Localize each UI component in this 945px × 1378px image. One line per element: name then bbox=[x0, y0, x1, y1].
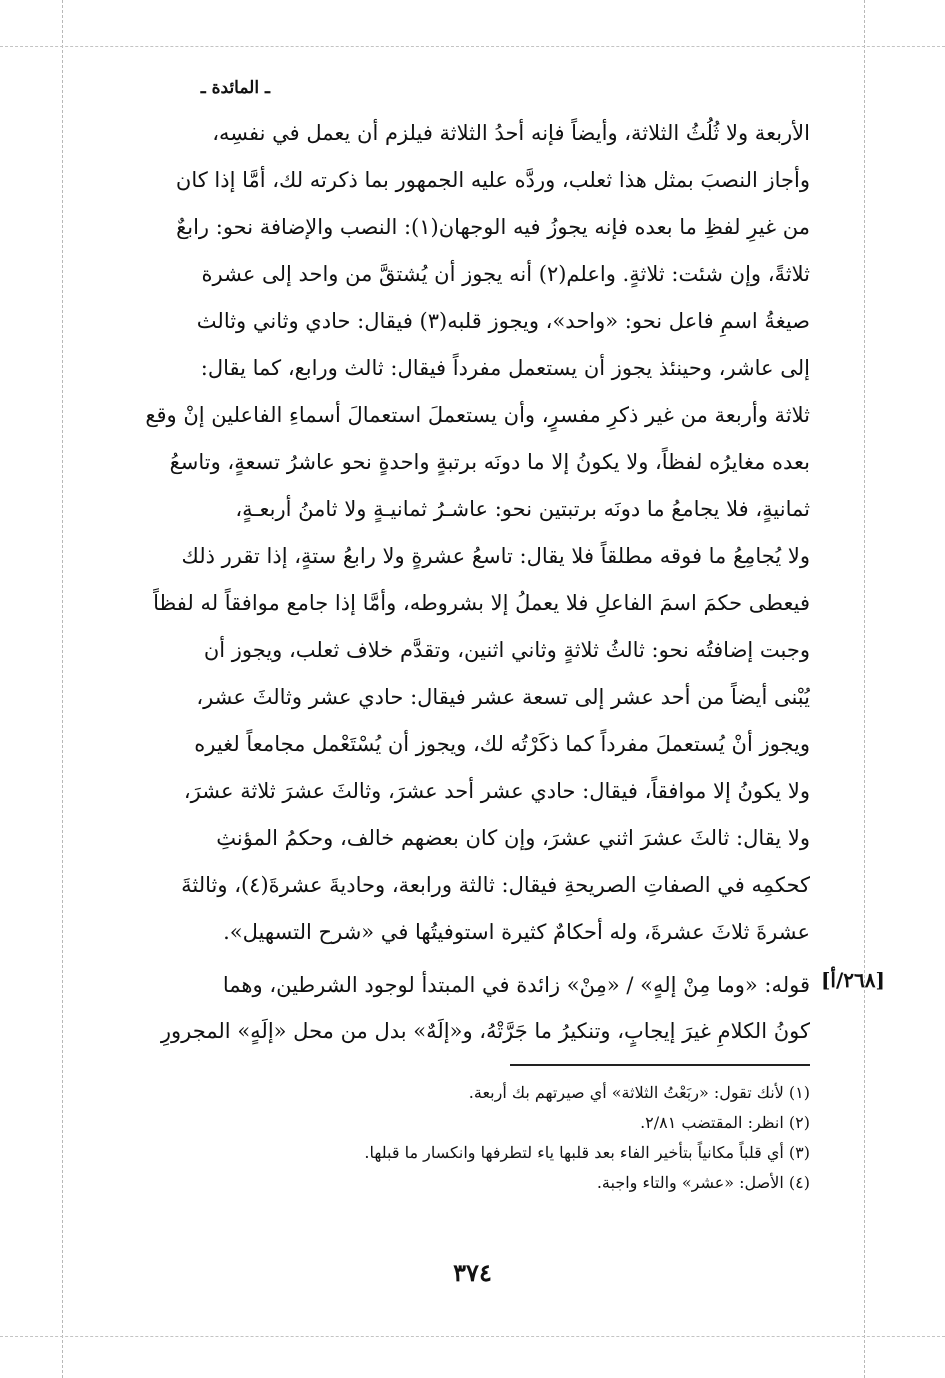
text-line: بعده مغايرُه لفظاً، ولا يكونُ إلا ما دونَه برتبةٍ واحدةٍ نحو عاشرُ تسعةٍ، وتاسعُ bbox=[169, 450, 810, 474]
folio-marker: [٢٦٨/أ] bbox=[820, 968, 885, 992]
text-line: من غيرِ لفظِ ما بعده فإنه يجوزُ فيه الوجهان(١): النصب والإضافة نحو: رابعٌ bbox=[176, 215, 810, 239]
guide-line bbox=[0, 1336, 945, 1337]
guide-line bbox=[62, 0, 63, 1378]
guide-line bbox=[864, 0, 865, 1378]
text-line: ثمانيةٍ، فلا يجامعُ ما دونَه برتبتين نحو: عاشـرُ ثمانيـةٍ ولا ثامنُ أربعـةٍ، bbox=[235, 497, 810, 521]
text-line: إلى عاشر، وحينئذ يجوز أن يستعمل مفرداً فيقال: ثالث ورابع، كما يقال: bbox=[200, 356, 810, 380]
text-line: كحكمِه في الصفاتِ الصريحةِ فيقال: ثالثة ورابعة، وحاديةَ عشرةَ(٤)، وثالثةَ bbox=[181, 873, 810, 897]
text-line: وجبت إضافتُه نحو: ثالثُ ثلاثةٍ وثاني اثنين، وتقدَّم خلاف ثعلب، ويجوز أن bbox=[203, 638, 810, 662]
text-line: صيغةُ اسمِ فاعل نحو: «واحد»، ويجوز قلبه(٣) فيقال: حادي وثاني وثالث bbox=[196, 309, 810, 333]
footnote: (٢) انظر: المقتضب ٢/٨١. bbox=[640, 1113, 810, 1132]
running-header: ـ المائدة ـ bbox=[200, 78, 270, 98]
text-line: ولا يقال: ثالثَ عشرَ اثني عشرَ، وإن كان بعضهم خالف، وحكمُ المؤنثِ bbox=[216, 826, 810, 850]
text-line: الأربعة ولا ثُلُثُ الثلاثة، وأيضاً فإنه أحدُ الثلاثة فيلزم أن يعمل في نفسِه، bbox=[212, 121, 810, 145]
page-number: ٣٧٤ bbox=[453, 1258, 492, 1287]
text-line: وأجاز النصبَ بمثل هذا ثعلب، وردَّه عليه الجمهور بما ذكرته لك، أمَّا إذا كان bbox=[175, 168, 810, 192]
commentary-paragraph bbox=[95, 962, 810, 1054]
text-line: كونُ الكلامِ غيرَ إيجابٍ، وتنكيرُ ما جَرَّتْهُ، و«إلَهٌ» بدل من محل «إلَهٍ» المجرورِ bbox=[160, 1019, 810, 1043]
footnote: (١) لأنك تقول: «ربَعْتُ الثلاثة» أي صيرتهم بك أربعة. bbox=[468, 1083, 810, 1102]
main-paragraph bbox=[95, 110, 810, 956]
guide-line bbox=[0, 46, 945, 47]
footnote: (٤) الأصل: «عشر» والتاء واجبة. bbox=[596, 1173, 810, 1192]
footnotes bbox=[95, 1078, 810, 1198]
text-line: ثلاثة وأربعة من غير ذكرِ مفسرٍ، وأن يستعملَ استعمالَ أسماءِ الفاعلين إنْ وقع bbox=[145, 403, 810, 427]
footnote-separator bbox=[510, 1064, 810, 1066]
text-line: عشرةَ ثلاثَ عشرةَ، وله أحكامٌ كثيرة استوفيتُها في «شرح التسهيل». bbox=[223, 920, 810, 944]
text-line: يُبْنى أيضاً من أحد عشر إلى تسعة عشر فيقال: حادي عشر وثالثَ عشر، bbox=[196, 685, 810, 709]
text-line: ولا يُجامِعُ ما فوقه مطلقاً فلا يقال: تاسعُ عشرةٍ ولا رابعُ ستةٍ، إذا تقرر ذلك bbox=[181, 544, 810, 568]
text-line: ولا يكونُ إلا موافقاً، فيقال: حادي عشر أحد عشرَ، وثالثَ عشرَ ثلاثة عشرَ، bbox=[183, 779, 810, 803]
text-line: ويجوز أنْ يُستعملَ مفرداً كما ذكَرْتُه لك، ويجوز أن يُسْتَعْمل مجامعاً لغيره bbox=[194, 732, 810, 756]
text-line: ثلاثةً، وإن شئت: ثلاثةٍ. واعلم(٢) أنه يجوز أن يُشتقَّ من واحد إلى عشرة bbox=[201, 262, 810, 286]
footnote: (٣) أي قلباً مكانياً بتأخير الفاء بعد قلبها ياء لتطرفها وانكسار ما قبلها. bbox=[364, 1143, 810, 1162]
text-line: قوله: «وما مِنْ إلهٍ» / «مِنْ» زائدة في المبتدأ لوجود الشرطين، وهما bbox=[222, 973, 810, 997]
text-line: فيعطى حكمَ اسمَ الفاعلِ فلا يعملُ إلا بشروطه، وأمَّا إذا جامع موافقاً له لفظاً bbox=[153, 591, 810, 615]
